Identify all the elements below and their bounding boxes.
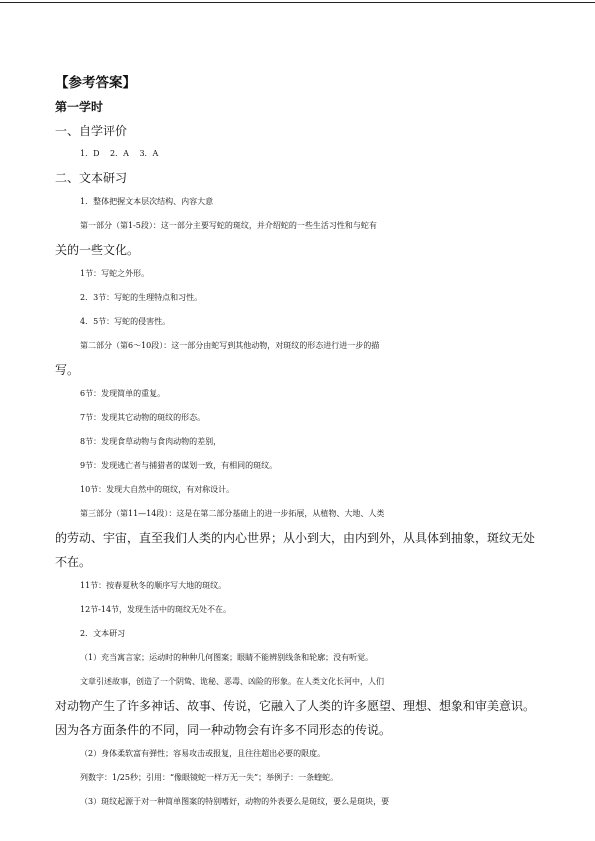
- q1-line3: 对动物产生了许多神话、故事、传说，它融入了人类的许多愿望、理想、想象和审美意识。: [55, 699, 536, 713]
- part2-sub1: 6节：发现简单的重复。: [80, 389, 166, 398]
- part2-line2: 写。: [55, 363, 80, 377]
- part2-line1: 第二部分（第6～10段）：这一部分由蛇写到其他动物，对斑纹的形态进行进一步的描: [80, 341, 380, 350]
- q2-line1: （2）身体柔软富有弹性；容易攻击或报复，且往往超出必要的限度。: [80, 749, 326, 758]
- part1-sub2: 2．3节：写蛇的生理特点和习性。: [80, 293, 203, 302]
- part3-sub2: 12节-14节，发现生活中的斑纹无处不在。: [80, 605, 232, 614]
- section1-answers: 1．D 2．A 3．A: [80, 149, 159, 158]
- answer-heading: 【参考答案】: [55, 75, 136, 91]
- q1-line1: （1）充当寓言家；运动时的种种几何图案；眼睛不能辨别线条和轮廓；没有听觉。: [80, 653, 374, 662]
- q2-line2: 列数字：1/25秒；引用：“像眼镜蛇一样万无一失”；举例子：一条蝰蛇。: [80, 773, 339, 782]
- q3-line1: （3）斑纹起源于对一种简单图案的特别嗜好，动物的外表要么是斑纹，要么是斑块，要: [80, 797, 390, 806]
- top-rule: [0, 2, 595, 3]
- part1-sub1: 1节：写蛇之外形。: [80, 269, 150, 278]
- part2-sub5: 10节：发现大自然中的斑纹，有对称设计。: [80, 485, 235, 494]
- q1-line4: 因为各方面条件的不同，同一种动物会有许多不同形态的传说。: [55, 723, 392, 737]
- item2-title: 2．文本研习: [80, 629, 126, 638]
- part2-sub4: 9节：发现逃亡者与捕猎者的谋划一致，有相同的斑纹。: [80, 461, 278, 470]
- lesson-title: 第一学时: [55, 100, 104, 114]
- section1-title: 一、自学评价: [55, 124, 128, 138]
- part3-line1: 第三部分（第11—14段）：这是在第二部分基础上的进一步拓展，从植物、大地、人类: [80, 509, 385, 518]
- part1-line2: 关的一些文化。: [55, 243, 140, 257]
- part1-sub3: 4．5节：写蛇的侵害性。: [80, 317, 171, 326]
- item1-title: 1．整体把握文本层次结构、内容大意: [80, 197, 214, 206]
- q1-line2: 文章引述故事，创造了一个阴鸷、诡秘、恶毒、凶险的形象。在人类文化长河中，人们: [80, 677, 384, 686]
- part3-line2: 的劳动、宇宙，直至我们人类的内心世界；从小到大，由内到外，从具体到抽象，斑纹无处: [55, 531, 536, 545]
- part1-line1: 第一部分（第1-5段）：这一部分主要写蛇的斑纹，并介绍蛇的一些生活习性和与蛇有: [80, 221, 377, 230]
- part2-sub2: 7节：发现其它动物的斑纹的形态。: [80, 413, 206, 422]
- part3-line3: 不在。: [55, 555, 92, 569]
- part2-sub3: 8节：发现食草动物与食肉动物的差别，: [80, 437, 222, 446]
- section2-title: 二、文本研习: [55, 171, 128, 185]
- part3-sub1: 11节：按春夏秋冬的顺序写大地的斑纹。: [80, 581, 227, 590]
